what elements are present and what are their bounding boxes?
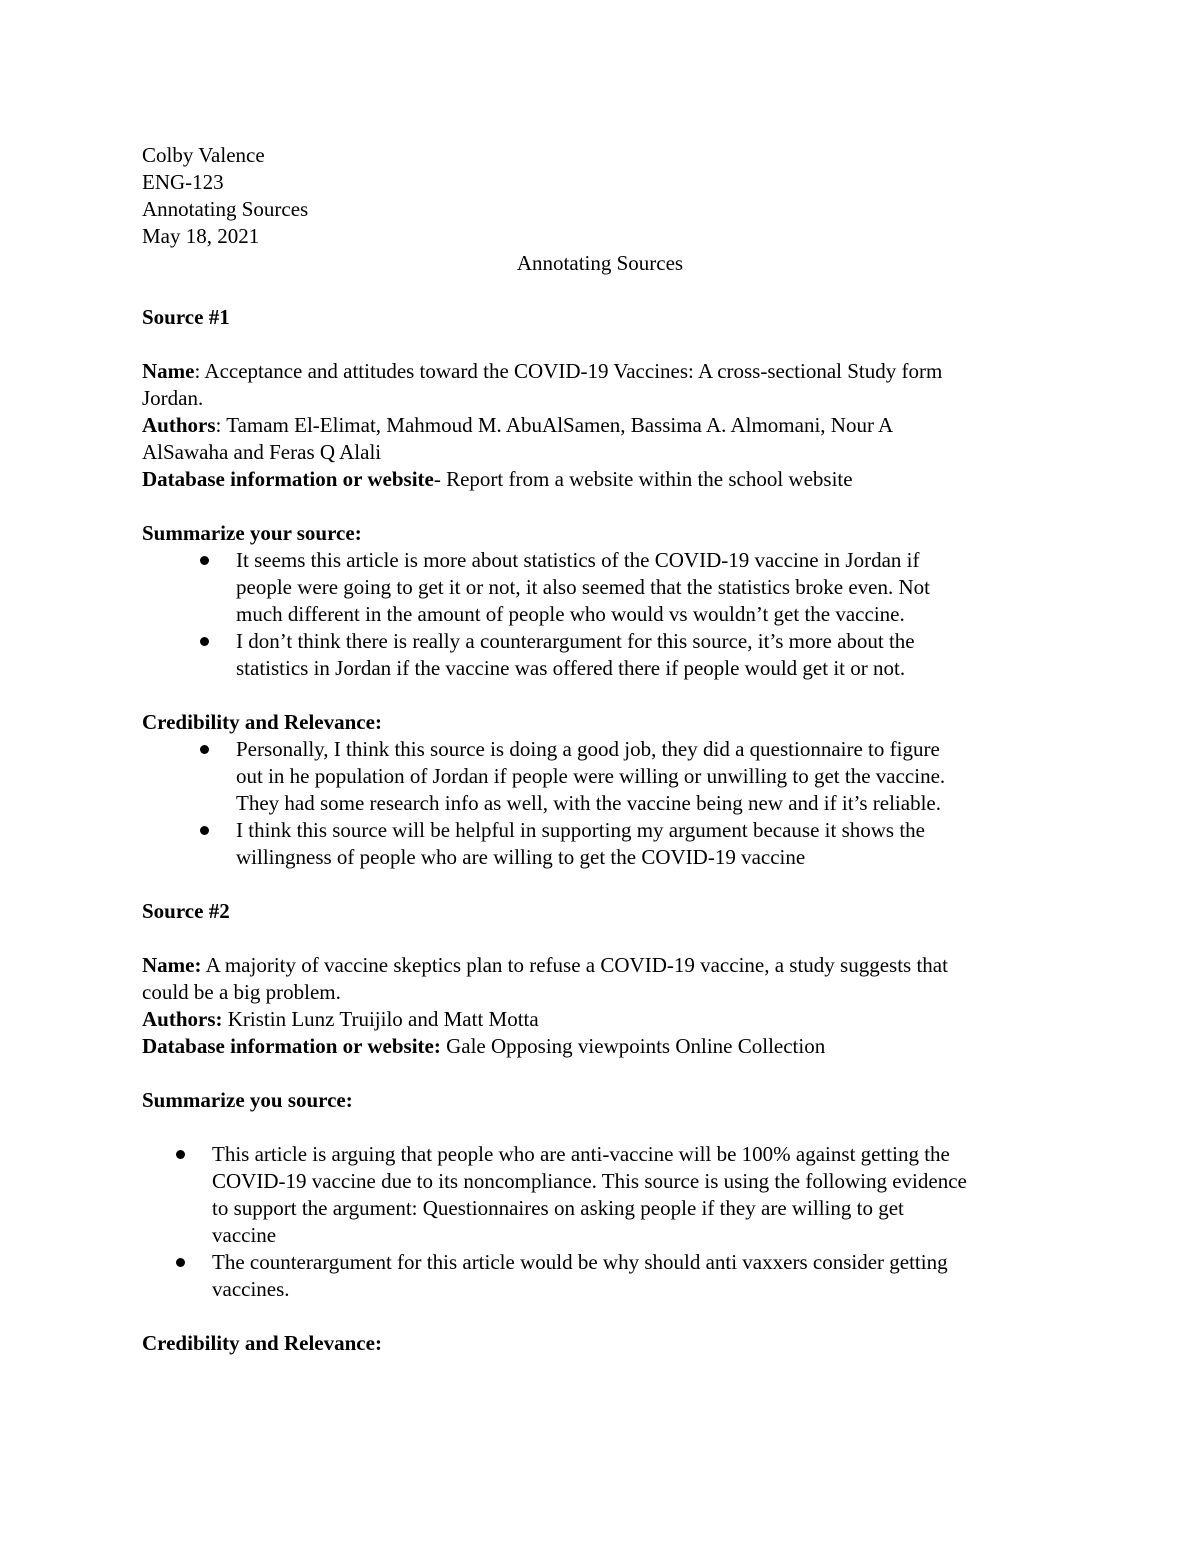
source-1-heading: Source #1 [142,305,230,329]
source-1-summary-list [142,547,1058,682]
name-label: Name: [142,953,202,977]
authors-label: Authors [142,413,216,437]
list-item: This article is arguing that people who are anti-vaccine will be 100% against getting the COVID-19 vaccine due to its noncompliance. This source is using the following evidence to support the argument: Questionnaires on asking people if they are willing to get vaccine [142,1141,1058,1249]
source-2-heading: Source #2 [142,899,230,923]
source-1-summary-heading: Summarize your source: [142,521,362,545]
name-label: Name [142,359,195,383]
bullet-icon [200,637,209,646]
document-title: Annotating Sources [516,251,684,275]
list-item: It seems this article is more about statistics of the COVID-19 vaccine in Jordan if people were going to get it or not, it also seemed that the statistics broke even. Not much different in the amount of people who would vs wouldn’t get the vaccine. [142,547,1058,628]
document-date: May 18, 2021 [142,224,260,248]
bullet-icon [200,826,209,835]
source-2-name: Name: A majority of vaccine skeptics plan to refuse a COVID-19 vaccine, a study suggests that [142,953,948,977]
assignment-name: Annotating Sources [142,197,309,221]
document-page [142,142,1058,1357]
authors-label: Authors: [142,1007,223,1031]
source-2-database: Database information or website: Gale Opposing viewpoints Online Collection [142,1034,826,1058]
database-label: Database information or website [142,467,434,491]
list-item: I don’t think there is really a counterargument for this source, it’s more about the statistics in Jordan if the vaccine was offered there if people would get it or not. [142,628,1058,682]
source-1-authors-cont: AlSawaha and Feras Q Alali [142,440,382,464]
course-code: ENG-123 [142,170,224,194]
list-item: The counterargument for this article would be why should anti vaxxers consider getting vaccines. [142,1249,1058,1303]
source-1-name: Name: Acceptance and attitudes toward the COVID-19 Vaccines: A cross-sectional Study form [142,359,943,383]
source-1-database: Database information or website- Report from a website within the school website [142,467,853,491]
source-1-authors: Authors: Tamam El-Elimat, Mahmoud M. AbuAlSamen, Bassima A. Almomani, Nour A [142,413,894,437]
author-name: Colby Valence [142,143,265,167]
bullet-icon [176,1150,185,1159]
bullet-icon [200,745,209,754]
list-item: I think this source will be helpful in supporting my argument because it shows the willingness of people who are willing to get the COVID-19 vaccine [142,817,1058,871]
source-1-credibility-list [142,736,1058,871]
list-item: Personally, I think this source is doing a good job, they did a questionnaire to figure out in he population of Jordan if people were willing or unwilling to get the vaccine. They had some research info as well, with the vaccine being new and if it’s reliable. [142,736,1058,817]
source-2-name-cont: could be a big problem. [142,980,341,1004]
database-label: Database information or website: [142,1034,441,1058]
source-2-summary-heading: Summarize you source: [142,1088,353,1112]
source-2-summary-list [142,1141,1058,1303]
source-1-credibility-heading: Credibility and Relevance: [142,710,382,734]
source-1-name-cont: Jordan. [142,386,204,410]
source-2-credibility-heading: Credibility and Relevance: [142,1331,382,1355]
source-2-authors: Authors: Kristin Lunz Truijilo and Matt Motta [142,1007,539,1031]
bullet-icon [176,1258,185,1267]
bullet-icon [200,556,209,565]
